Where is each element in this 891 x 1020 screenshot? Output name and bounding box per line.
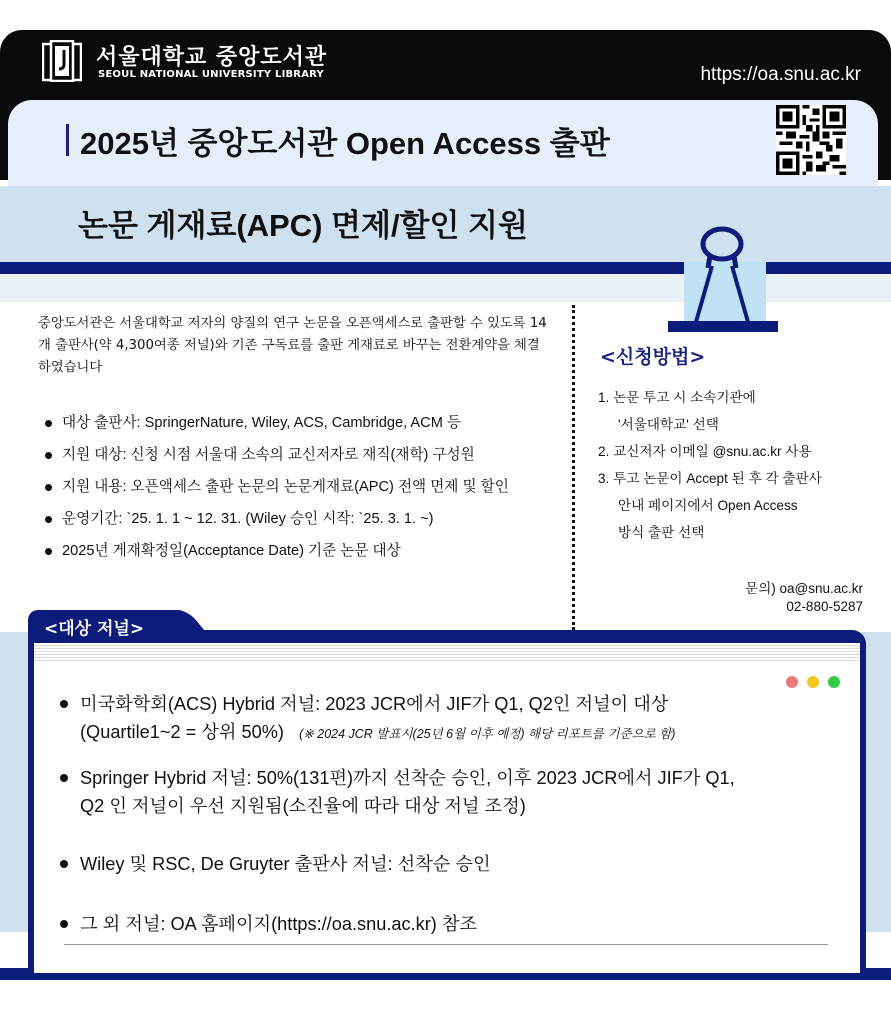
contact-email[interactable]: 문의) oa@snu.ac.kr (745, 581, 863, 596)
apply-step-3-line1: 3. 투고 논문이 Accept 된 후 각 출판사 (598, 471, 822, 486)
window-minimize-dot (807, 676, 819, 688)
journal-item-acs-line2: (Quartile1~2 = 상위 50%) (80, 722, 284, 742)
journal-item-springer-line1: Springer Hybrid 저널: 50%(131편)까지 선착순 승인, 이후 2023 JCR에서 JIF가 Q1, (80, 768, 735, 788)
qr-code-icon[interactable] (776, 105, 846, 175)
apply-step-3-line2: 안내 페이지에서 Open Access (618, 498, 798, 513)
oa-website-url[interactable]: https://oa.snu.ac.kr (700, 64, 861, 85)
list-item: 대상 출판사: SpringerNature, Wiley, ACS, Cambridge, ACM 등 (42, 412, 562, 444)
list-item: 지원 내용: 오픈액세스 출판 논문의 논문게재료(APC) 전액 면제 및 할인 (42, 476, 562, 508)
apply-method-heading: <신청방법> (600, 346, 706, 368)
apply-step-3 (598, 465, 878, 546)
title-accent-bar (66, 124, 69, 156)
library-logo-icon (42, 40, 82, 82)
journal-window-titlebar (34, 643, 860, 663)
library-name-english: SEOUL NATIONAL UNIVERSITY LIBRARY (98, 69, 324, 80)
contact-phone: 02-880-5287 (786, 599, 863, 614)
support-info-list (42, 412, 562, 572)
binder-clip-icon (662, 222, 782, 334)
journal-item-acs (58, 690, 848, 764)
journal-item-other: 그 외 저널: OA 홈페이지(https://oa.snu.ac.kr) 참조 (58, 910, 848, 940)
apply-steps-list (598, 384, 878, 546)
list-item: 2025년 게재확정일(Acceptance Date) 기준 논문 대상 (42, 540, 562, 572)
dotted-divider (572, 305, 575, 630)
window-close-dot (786, 676, 798, 688)
target-journal-list (58, 690, 848, 940)
contact-info (745, 580, 863, 616)
journal-list-rule (64, 944, 828, 945)
page-subtitle: 논문 게재료(APC) 면제/할인 지원 (78, 208, 528, 243)
journal-item-acs-note: (※ 2024 JCR 발표시(25년 6월 이후 예정) 해당 리포트를 기준으로 함) (299, 727, 676, 741)
journal-item-springer (58, 764, 848, 850)
apply-step-1-line2: '서울대학교' 선택 (618, 417, 719, 432)
apply-step-2: 2. 교신저자 이메일 @snu.ac.kr 사용 (598, 444, 812, 459)
apply-step-1-line1: 1. 논문 투고 시 소속기관에 (598, 390, 756, 405)
list-item: 지원 대상: 신청 시점 서울대 소속의 교신저자로 재직(재학) 구성원 (42, 444, 562, 476)
journal-tab-label: <대상 저널> (44, 619, 145, 639)
apply-step-1 (598, 384, 878, 438)
window-maximize-dot (828, 676, 840, 688)
journal-item-wiley: Wiley 및 RSC, De Gruyter 출판사 저널: 선착순 승인 (58, 850, 848, 902)
page-title: 2025년 중앙도서관 Open Access 출판 (80, 126, 610, 161)
intro-paragraph: 중앙도서관은 서울대학교 저자의 양질의 연구 논문을 오픈액세스로 출판할 수 있도록 14개 출판사(약 4,300여종 저널)와 기존 구독료를 출판 게재료로 바꾸는 전환계약을 체결하였습니다 (38, 316, 547, 375)
header-top-space (0, 0, 891, 30)
apply-step-3-line3: 방식 출판 선택 (618, 525, 705, 540)
library-name-korean: 서울대학교 중앙도서관 (96, 45, 328, 70)
journal-item-acs-line1: 미국화학회(ACS) Hybrid 저널: 2023 JCR에서 JIF가 Q1, Q2인 저널이 대상 (80, 694, 669, 714)
list-item: 운영기간: `25. 1. 1 ~ 12. 31. (Wiley 승인 시작: `25. 3. 1. ~) (42, 508, 562, 540)
journal-item-springer-line2: Q2 인 저널이 우선 지원됨(소진율에 따라 대상 저널 조정) (80, 796, 526, 816)
